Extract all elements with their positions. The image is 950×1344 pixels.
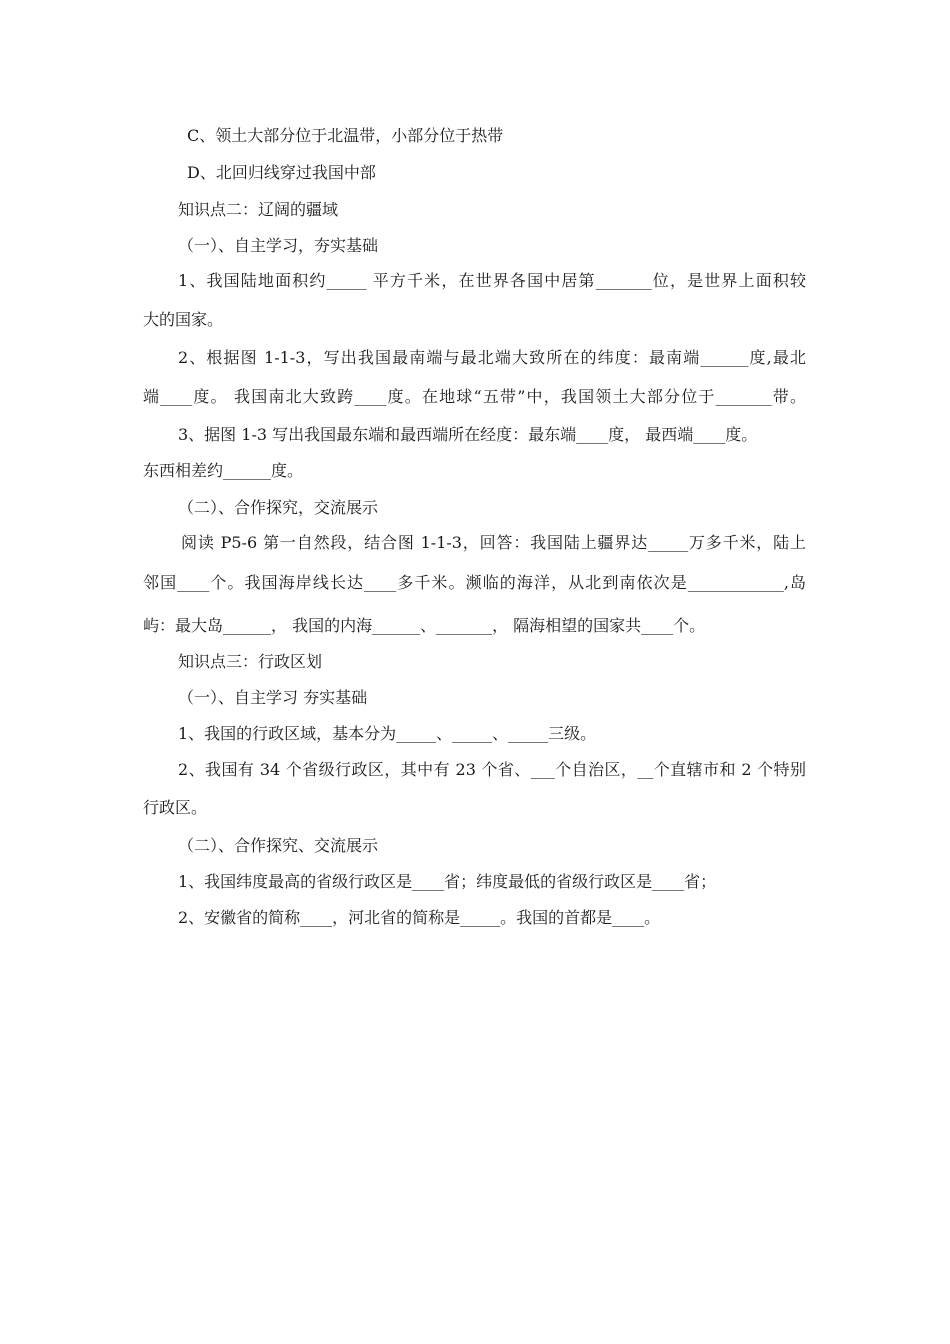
question-latitude-line1: 2、根据图 1-1-3，写出我国最南端与最北端大致所在的纬度：最南端______度,最北 xyxy=(178,348,806,367)
question-provinces-line2: 行政区。 xyxy=(143,798,208,817)
reading-question-line2: 邻国____个。我国海岸线长达____多千米。濒临的海洋，从北到南依次是____________,岛 xyxy=(143,573,806,592)
subsection-cooperation-2: （二）、合作探究、交流展示 xyxy=(178,836,379,855)
subsection-cooperation-1: （二）、合作探究，交流展示 xyxy=(178,498,379,517)
question-admin-levels: 1、我国的行政区域，基本分为_____、_____、_____三级。 xyxy=(178,724,597,743)
question-longitude-line1: 3、据图 1-3 写出我国最东端和最西端所在经度：最东端____度， 最西端____度。 xyxy=(178,425,758,444)
reading-question-line1: 阅读 P5-6 第一自然段，结合图 1-1-3，回答：我国陆上疆界达_____万多千米，陆上 xyxy=(181,533,806,552)
option-d: D、北回归线穿过我国中部 xyxy=(187,163,376,182)
question-latitude-line2: 端____度。 我国南北大致跨____度。在地球“五带”中，我国领土大部分位于_______带。 xyxy=(143,387,806,406)
question-longitude-line2: 东西相差约______度。 xyxy=(143,461,304,480)
question-abbreviations: 2、安徽省的简称____，河北省的简称是_____。我国的首都是____。 xyxy=(178,908,661,927)
subsection-self-study-1: （一）、自主学习，夯实基础 xyxy=(178,236,379,255)
question-latitude-provinces: 1、我国纬度最高的省级行政区是____省；纬度最低的省级行政区是____省； xyxy=(178,872,717,891)
question-area-line2: 大的国家。 xyxy=(143,310,224,329)
question-provinces-line1: 2、我国有 34 个省级行政区，其中有 23 个省、___个自治区，__个直辖市和 2 个特别 xyxy=(178,760,806,779)
option-c: C、领土大部分位于北温带，小部分位于热带 xyxy=(187,126,504,145)
section-heading-3: 知识点三：行政区划 xyxy=(178,652,323,671)
reading-question-line3: 屿：最大岛______， 我国的内海______、_______， 隔海相望的国家共____个。 xyxy=(143,616,706,635)
section-heading-2: 知识点二：辽阔的疆域 xyxy=(178,200,339,219)
subsection-self-study-2: （一）、自主学习 夯实基础 xyxy=(178,688,368,707)
question-area-line1: 1、我国陆地面积约_____ 平方千米，在世界各国中居第_______位，是世界上面积较 xyxy=(178,271,806,290)
